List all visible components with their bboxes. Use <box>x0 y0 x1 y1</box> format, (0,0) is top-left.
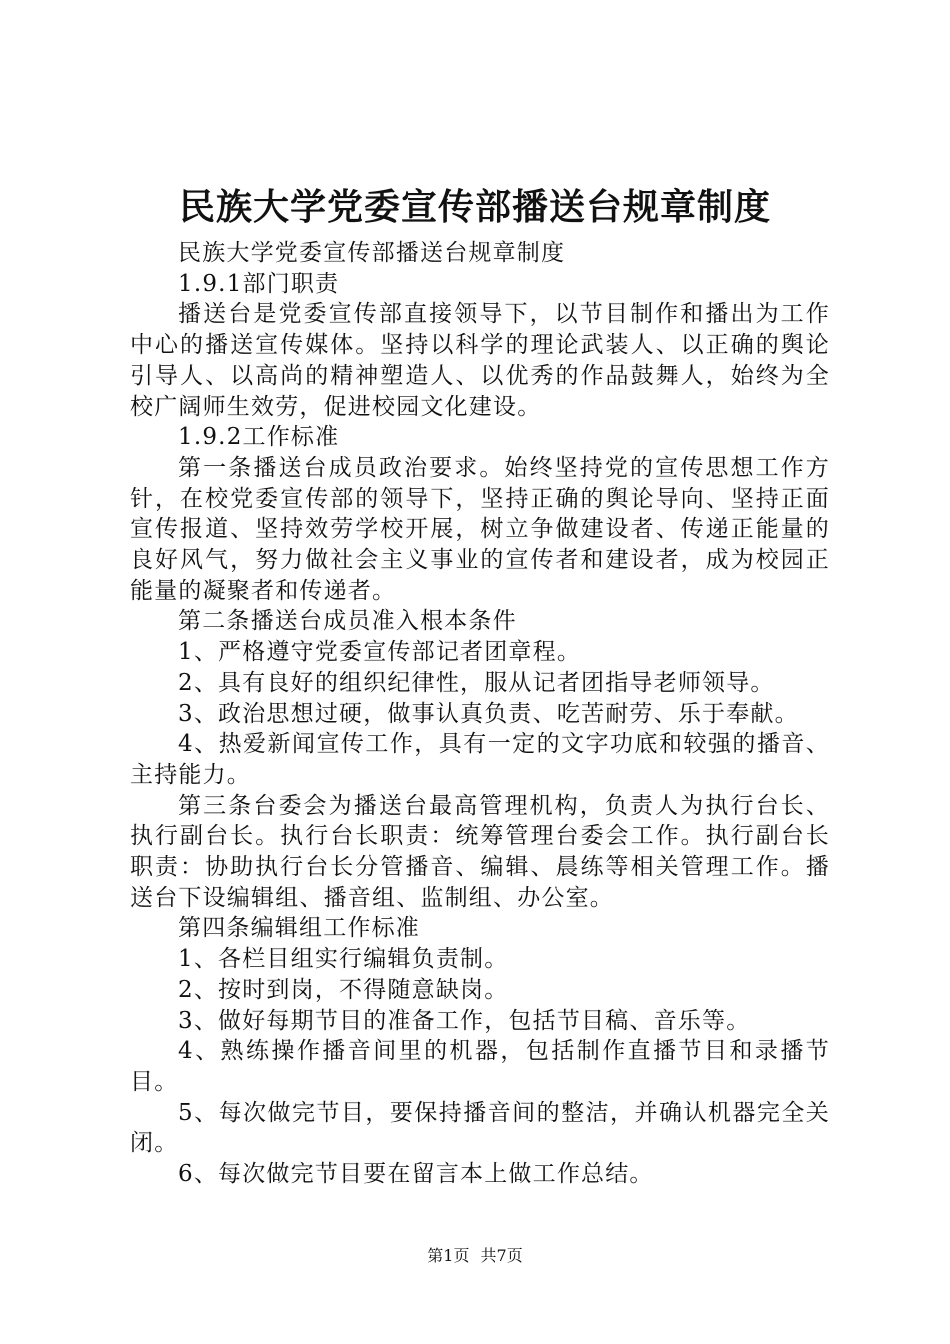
paragraph-article-3: 第三条台委会为播送台最高管理机构，负责人为执行台长、执行副台长。执行台长职责：统筹管理台委会工作。执行副台长职责：协助执行台长分管播音、编辑、晨练等相关管理工作。播送台下设编辑组、播音组、监制组、办公室。 <box>130 792 830 911</box>
list-item: 3、做好每期节目的准备工作，包括节目稿、音乐等。 <box>178 1007 751 1034</box>
list-item: 4、熟练操作播音间里的机器，包括制作直播节目和录播节目。 <box>130 1038 830 1095</box>
section-heading-1-9-1: 1.9.1部门职责 <box>178 270 340 297</box>
list-item: 1、严格遵守党委宣传部记者团章程。 <box>178 639 582 666</box>
paragraph-article-1: 第一条播送台成员政治要求。始终坚持党的宣传思想工作方针，在校党委宣传部的领导下，坚持正确的舆论导向、坚持正面宣传报道、坚持效劳学校开展，树立争做建设者、传递正能量的良好风气，努力做社会主义事业的宣传者和建设者，成为校园正能量的凝聚者和传递者。 <box>130 454 830 604</box>
list-item: 5、每次做完节目，要保持播音间的整洁，并确认机器完全关闭。 <box>130 1099 830 1157</box>
list-item: 1、各栏目组实行编辑负责制。 <box>178 946 509 973</box>
page-number: 第1页 <box>427 1246 470 1265</box>
page-total: 共7页 <box>480 1246 523 1265</box>
paragraph-article-4-heading: 第四条编辑组工作标准 <box>178 915 420 942</box>
page-footer <box>0 1244 950 1268</box>
section-heading-1-9-2: 1.9.2工作标准 <box>178 424 340 451</box>
list-item: 4、热爱新闻宣传工作，具有一定的文字功底和较强的播音、主持能力。 <box>130 731 830 788</box>
document-title: 民族大学党委宣传部播送台规章制度 <box>178 186 771 228</box>
list-item: 3、政治思想过硬，做事认真负责、吃苦耐劳、乐于奉献。 <box>178 700 799 727</box>
document-body <box>130 238 830 1190</box>
paragraph-subtitle: 民族大学党委宣传部播送台规章制度 <box>178 240 566 266</box>
list-item: 6、每次做完节目要在留言本上做工作总结。 <box>178 1161 654 1188</box>
list-item: 2、具有良好的组织纪律性，服从记者团指导老师领导。 <box>178 669 775 696</box>
paragraph-department-duties: 播送台是党委宣传部直接领导下，以节目制作和播出为工作中心的播送宣传媒体。坚持以科学的理论武装人、以正确的舆论引导人、以高尚的精神塑造人、以优秀的作品鼓舞人，始终为全校广阔师生效劳，促进校园文化建设。 <box>130 301 830 420</box>
paragraph-article-2-heading: 第二条播送台成员准入根本条件 <box>178 608 517 635</box>
list-item: 2、按时到岗，不得随意缺岗。 <box>178 976 509 1003</box>
